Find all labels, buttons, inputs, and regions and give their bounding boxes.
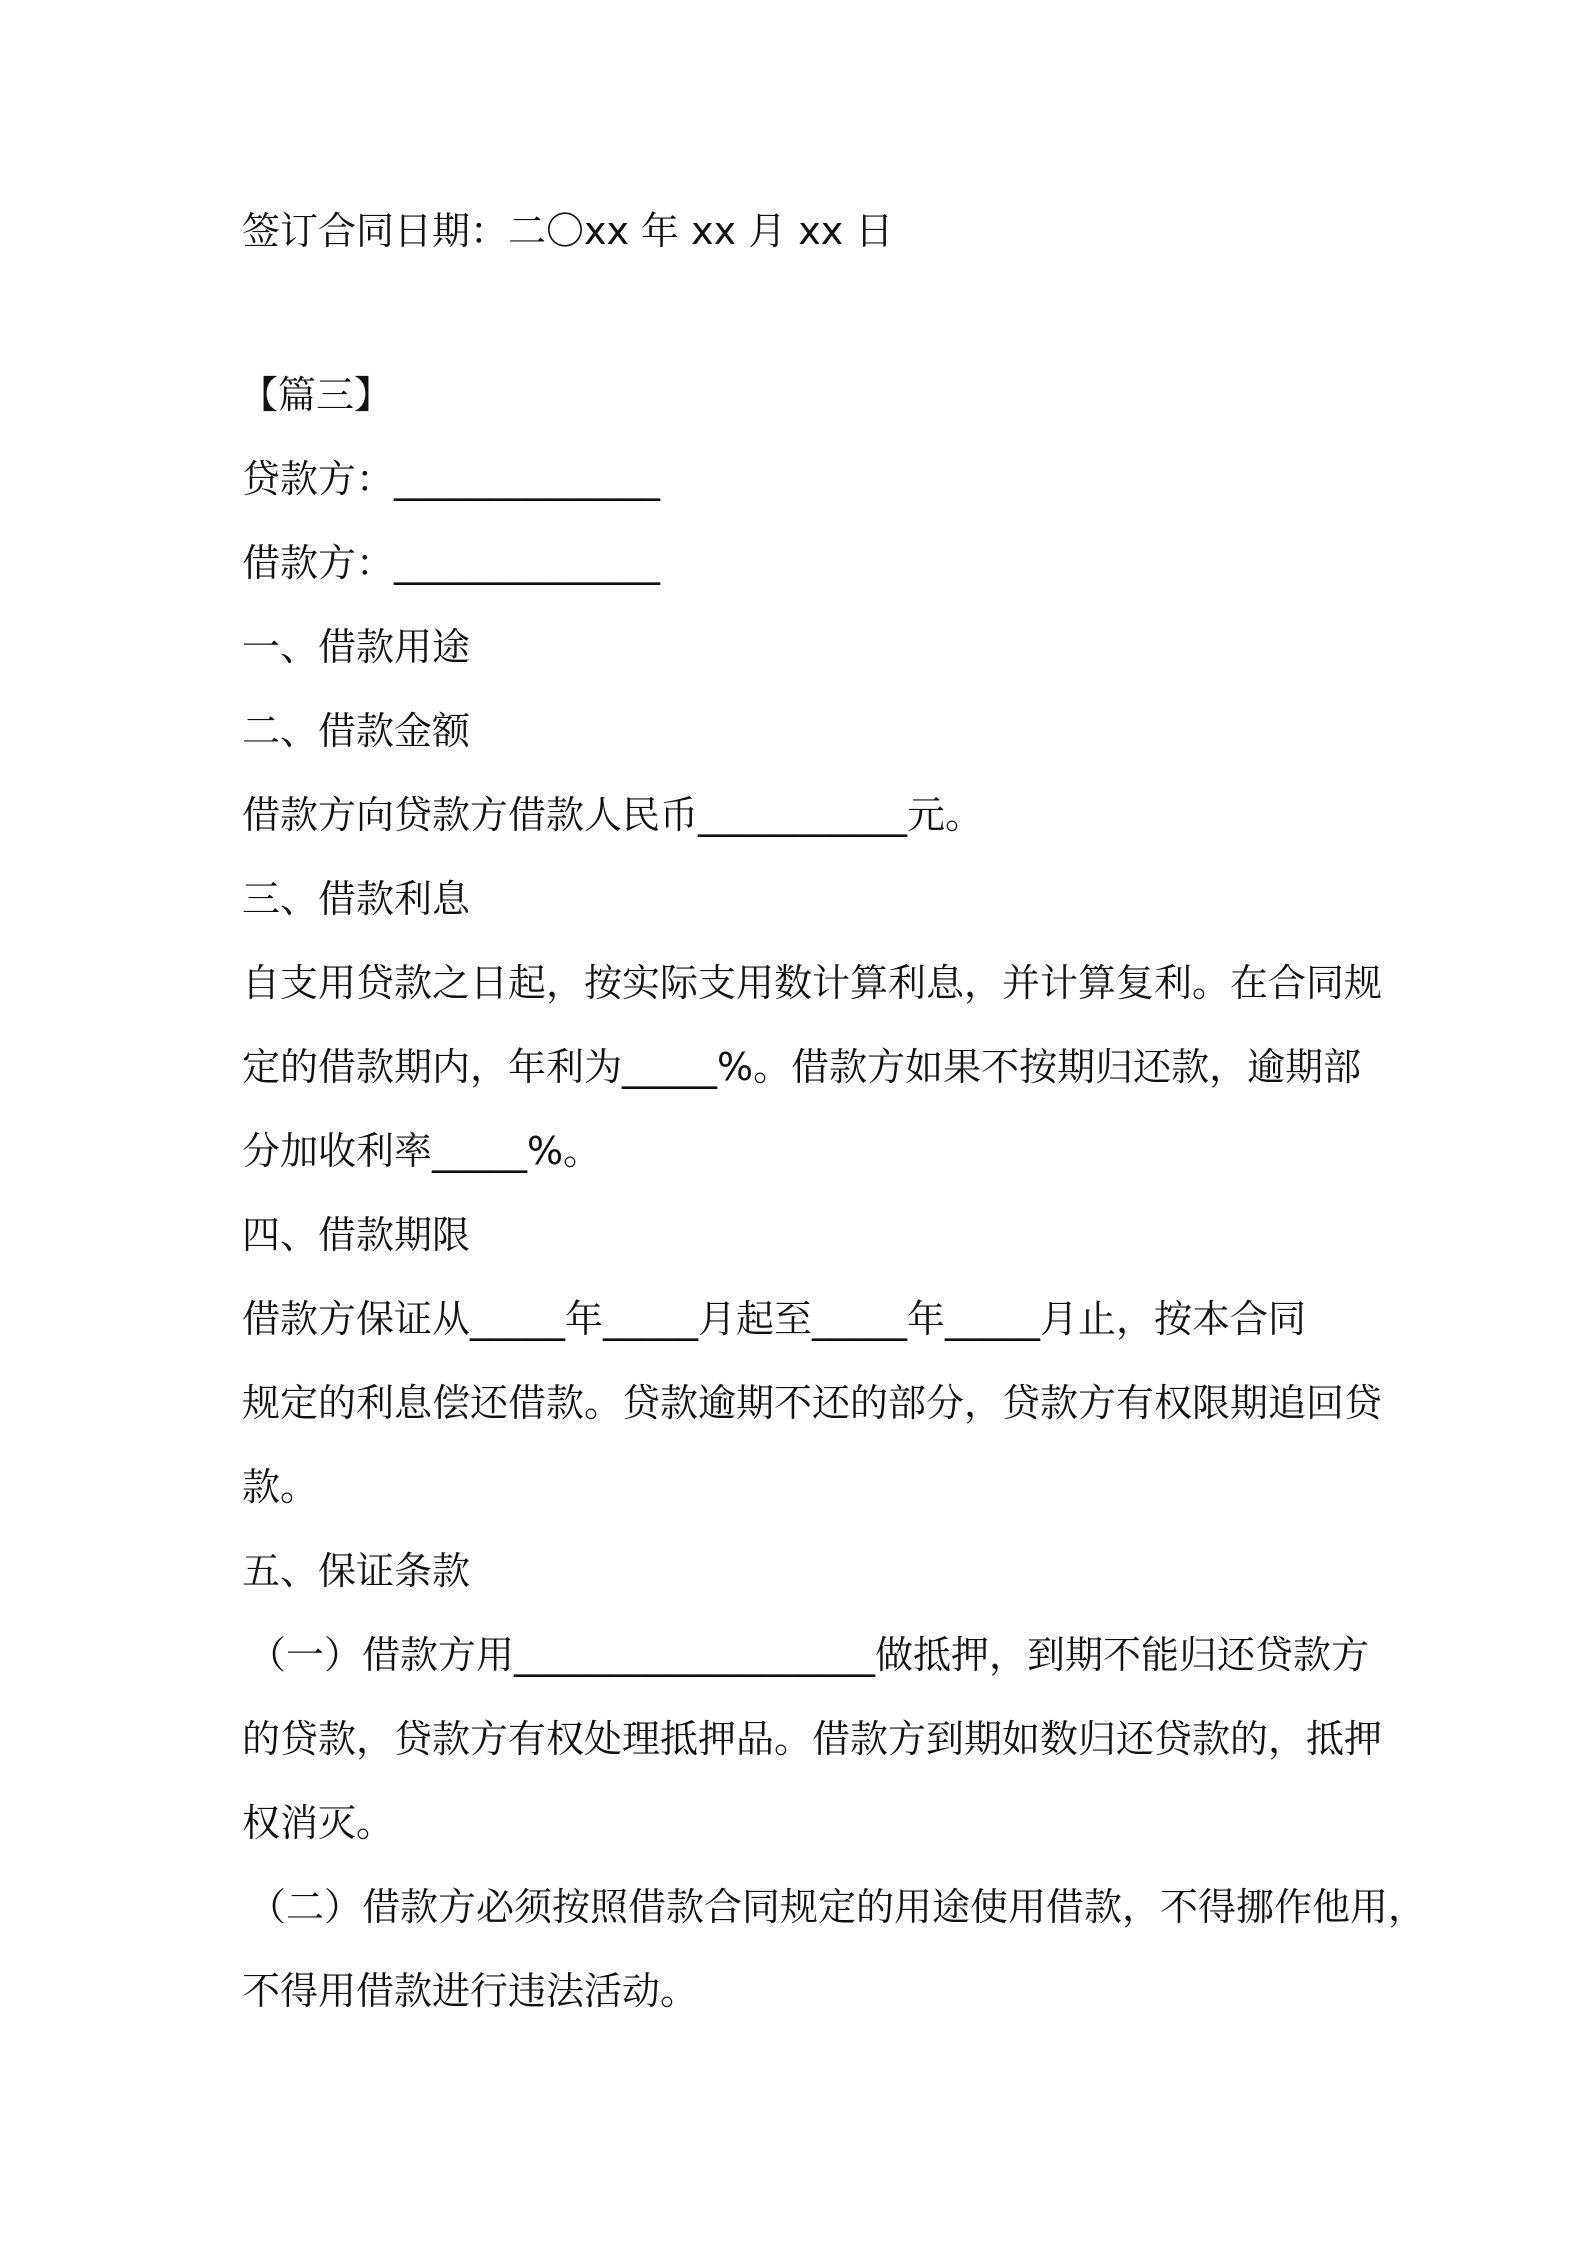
clause-5-1-line2: 的贷款，贷款方有权处理抵押品。借款方到期如数归还贷款的，抵押 (242, 1717, 1383, 1761)
clause-2-title: 二、借款金额 (242, 709, 471, 753)
clause-4-text-line3: 款。 (242, 1465, 319, 1509)
clause-3-title: 三、借款利息 (242, 877, 471, 921)
clause-5-title: 五、保证条款 (242, 1549, 471, 1593)
clause-5-2-line1: （二）借款方必须按照借款合同规定的用途使用借款，不得挪作他用， (248, 1885, 1427, 1929)
clause-3-text-line3: 分加收利率_____%。 (242, 1129, 602, 1173)
clause-4-text-line2: 规定的利息偿还借款。贷款逾期不还的部分，贷款方有权限期追回贷 (242, 1381, 1383, 1425)
clause-3-text-line2: 定的借款期内，年利为_____%。借款方如果不按期归还款，逾期部 (242, 1045, 1362, 1089)
section-marker: 【篇三】 (240, 373, 393, 417)
clause-4-title: 四、借款期限 (242, 1213, 471, 1257)
clause-2-text: 借款方向贷款方借款人民币___________元。 (242, 793, 984, 837)
signing-date: 签订合同日期：二〇xx 年 xx 月 xx 日 (242, 209, 894, 253)
clause-5-1-line1: （一）借款方用___________________做抵押，到期不能归还贷款方 (248, 1633, 1370, 1677)
clause-5-2-line2: 不得用借款进行违法活动。 (242, 1969, 699, 2013)
clause-1-title: 一、借款用途 (242, 625, 471, 669)
clause-3-text-line1: 自支用贷款之日起，按实际支用数计算利息，并计算复利。在合同规 (242, 961, 1383, 1005)
borrower-line: 借款方：______________ (242, 541, 661, 585)
clause-5-1-line3: 权消灭。 (242, 1801, 395, 1845)
clause-4-text-line1: 借款方保证从_____年_____月起至_____年_____月止，按本合同 (242, 1297, 1307, 1341)
lender-line: 贷款方：______________ (242, 457, 661, 501)
